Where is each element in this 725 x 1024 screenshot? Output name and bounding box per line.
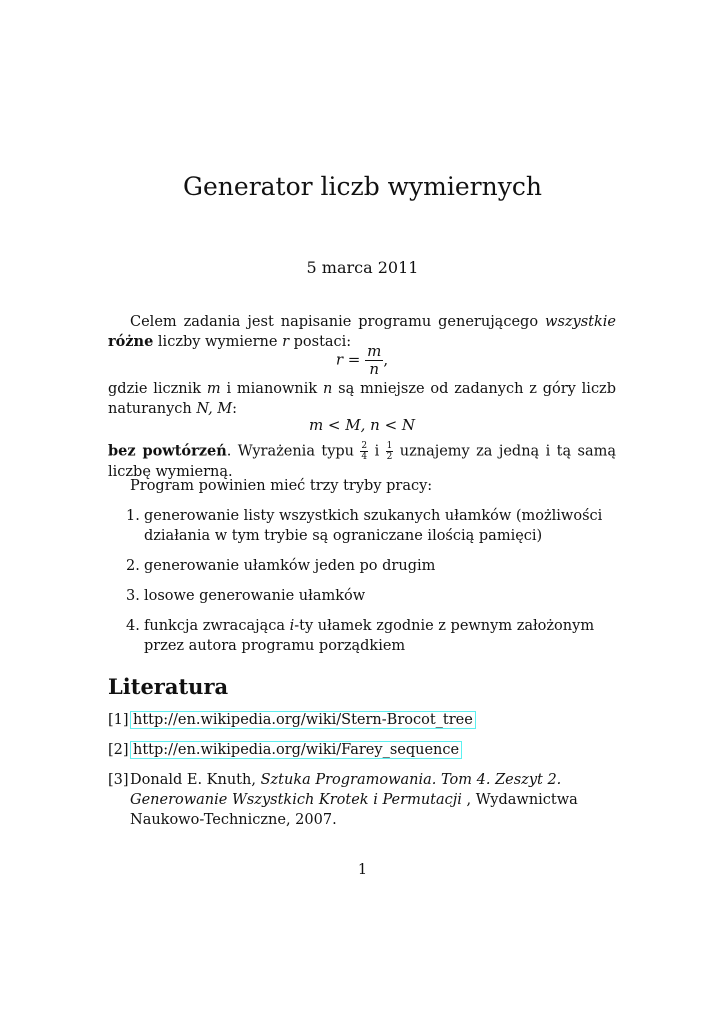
math-var: i [289,618,295,634]
text-run: są mniejsze od zadanych z góry liczb naturanych [108,381,616,417]
text-run: i mianownik [220,381,324,397]
list-text: -ty ułamek zgodnie z pewnym założonym przez autora programu porządkiem [144,618,595,654]
text-run: gdzie licznik [108,381,207,397]
reference-title: Sztuka Programowania. Tom 4. Zeszyt 2. Generowanie Wszystkich Krotek i Permutacji [130,772,562,808]
eq-lhs: r = [335,350,361,369]
text-run: liczby wymierne [153,334,283,350]
eq-tail: , [383,350,389,369]
bold-text: różne [108,333,154,350]
list-number: 2. [126,558,140,574]
emphasis-text: wszystkie [545,314,616,330]
math-var: r [282,334,290,350]
reference-link[interactable]: http://en.wikipedia.org/wiki/Farey_sequence [130,741,462,759]
reference-key: [3] [108,772,129,788]
modes-intro: Program powinien mieć trzy tryby pracy: [130,478,433,494]
reference-publisher: , Wydawnictwa Naukowo-Techniczne, 2007. [130,792,578,828]
list-text: generowanie ułamków jeden po drugim [144,558,436,574]
eq-text: m < M, n < N [308,416,416,434]
list-item [108,556,616,576]
paper-date: 5 marca 2011 [306,258,419,277]
page-number: 1 [357,862,368,878]
list-text: funkcja zwracająca [144,618,290,634]
fraction [365,343,383,378]
text-run: . Wyrażenia typu [226,443,361,460]
reference-item [108,710,616,730]
math-var: n [323,381,333,397]
fraction-denominator: 4 [361,452,368,462]
paper-title: Generator liczb wymiernych [183,172,542,201]
fraction-numerator: 2 [361,441,368,451]
section-heading: Literatura [108,674,229,699]
fraction-numerator: 1 [386,441,393,451]
list-item [108,506,616,546]
math-var: N, M [196,401,233,417]
bibliography [108,710,616,840]
reference-key: [1] [108,712,129,728]
text-run: postaci: [289,334,352,350]
reference-item [108,740,616,760]
equation-bounds [108,416,616,434]
reference-key: [2] [108,742,129,758]
list-text: generowanie listy wszystkich szukanych ułamków (możliwości działania w tym trybie są ograniczane ilością pamięci) [144,508,603,544]
list-item [108,616,616,656]
fraction-denominator: n [369,360,380,378]
reference-link[interactable]: http://en.wikipedia.org/wiki/Stern-Brocot_tree [130,711,476,729]
list-text: losowe generowanie ułamków [144,588,366,604]
reference-item [108,770,616,830]
text-run: uznajemy za jedną i tą samą liczbę wymierną. [108,443,616,480]
list-number: 1. [126,508,140,524]
modes-list [108,506,616,666]
fraction-numerator: m [367,342,382,360]
text-run: i [368,443,386,460]
equation-r [108,343,616,378]
reference-author: Donald E. Knuth, [130,772,261,788]
fraction-denominator: 2 [386,452,393,462]
text-run: Celem zadania jest napisanie programu generującego [130,314,546,330]
text-run: : [232,401,238,417]
math-var: m [206,381,221,397]
condition-paragraph [108,379,616,419]
bold-text: bez powtórzeń [108,442,227,460]
list-number: 3. [126,588,140,604]
list-item [108,586,616,606]
list-number: 4. [126,618,140,634]
small-fraction [360,441,368,462]
